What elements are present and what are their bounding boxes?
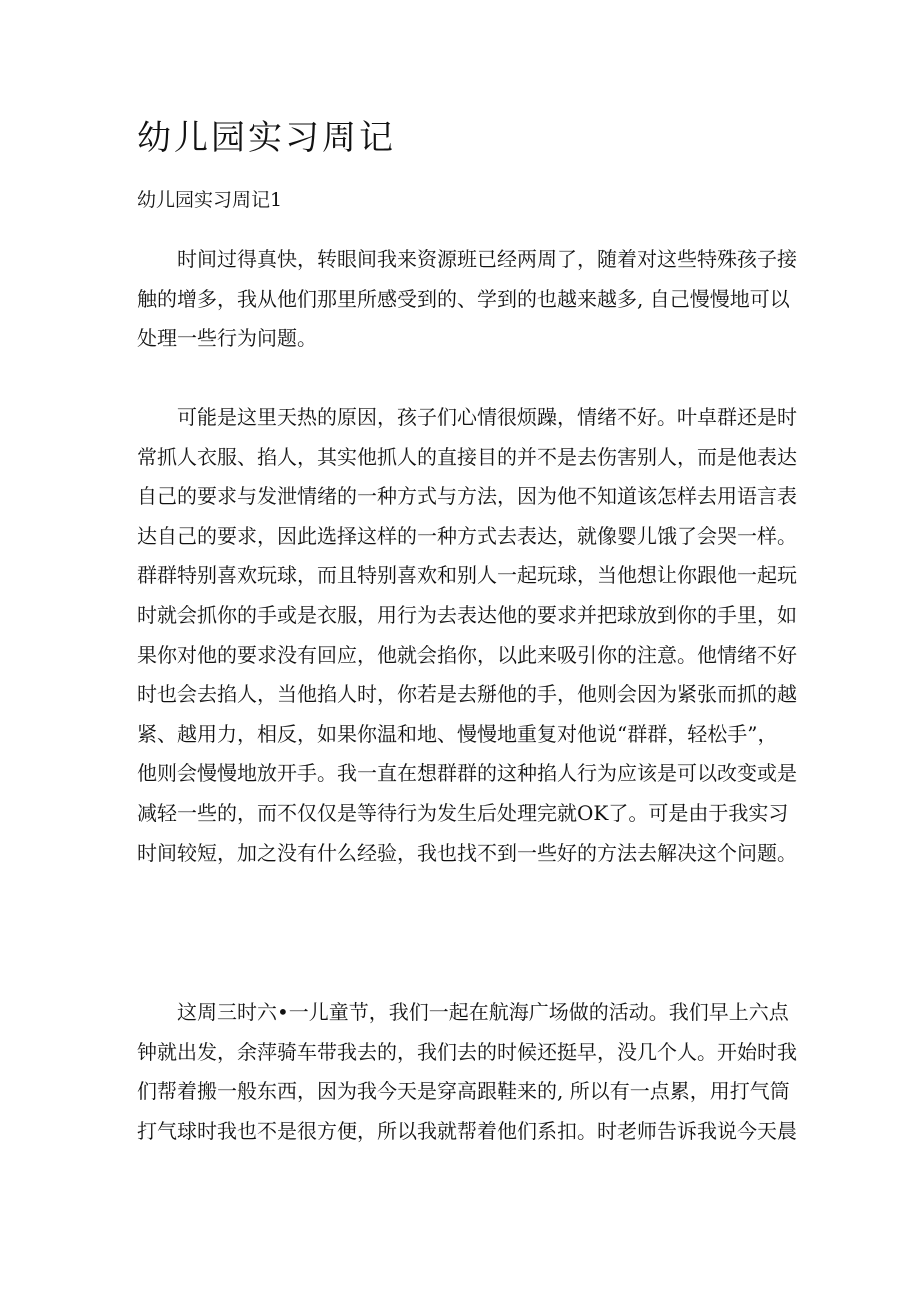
paragraph-line: 触的增多，我从他们那里所感受到的、学到的也越来越多, 自己慢慢地可以 <box>137 286 790 311</box>
paragraph-line: 钟就出发，余萍骑车带我去的，我们去的时候还挺早，没几个人。开始时我 <box>137 1039 797 1064</box>
document-title: 幼儿园实习周记 <box>137 118 396 158</box>
paragraph-line: 时间较短，加之没有什么经验，我也找不到一些好的方法去解决这个问题。 <box>137 840 797 865</box>
paragraph-line: 时就会抓你的手或是衣服，用行为去表达他的要求并把球放到你的手里，如 <box>137 602 797 627</box>
paragraph-line: 自己的要求与发泄情绪的一种方式与方法，因为他不知道该怎样去用语言表 <box>137 484 797 509</box>
paragraph-line: 紧、越用力，相反，如果你温和地、慢慢地重复对他说“群群，轻松手”， <box>137 721 778 746</box>
paragraph-line: 他则会慢慢地放开手。我一直在想群群的这种掐人行为应该是可以改变或是 <box>137 761 797 786</box>
paragraph-line: 们帮着搬一般东西，因为我今天是穿高跟鞋来的, 所以有一点累，用打气筒 <box>137 1079 790 1104</box>
paragraph-line: 减轻一些的，而不仅仅是等待行为发生后处理完就OK了。可是由于我实习 <box>137 800 789 825</box>
paragraph-line: 群群特别喜欢玩球，而且特别喜欢和别人一起玩球，当他想让你跟他一起玩 <box>137 563 797 588</box>
document-subtitle: 幼儿园实习周记1 <box>137 189 283 211</box>
paragraph-line: 时也会去掐人，当他掐人时，你若是去掰他的手，他则会因为紧张而抓的越 <box>137 682 797 707</box>
paragraph-line: 打气球时我也不是很方便，所以我就帮着他们系扣。时老师告诉我说今天晨 <box>137 1118 797 1143</box>
paragraph-line: 果你对他的要求没有回应，他就会掐你，以此来吸引你的注意。他情绪不好 <box>137 642 797 667</box>
paragraph-line: 达自己的要求，因此选择这样的一种方式去表达，就像婴儿饿了会哭一样。 <box>137 523 797 548</box>
paragraph-line: 可能是这里天热的原因，孩子们心情很烦躁，情绪不好。叶卓群还是时 <box>177 405 797 429</box>
paragraph-line: 常抓人衣服、掐人，其实他抓人的直接目的并不是去伤害别人，而是他表达 <box>137 444 797 469</box>
paragraph-line: 处理一些行为问题。 <box>137 326 317 351</box>
paragraph-1 <box>137 240 797 359</box>
paragraph-3 <box>137 993 797 1151</box>
paragraph-line: 时间过得真快，转眼间我来资源班已经两周了，随着对这些特殊孩子接 <box>177 247 797 271</box>
paragraph-2 <box>137 398 797 873</box>
paragraph-line: 这周三时六•一儿童节，我们一起在航海广场做的活动。我们早上六点 <box>177 1000 789 1024</box>
